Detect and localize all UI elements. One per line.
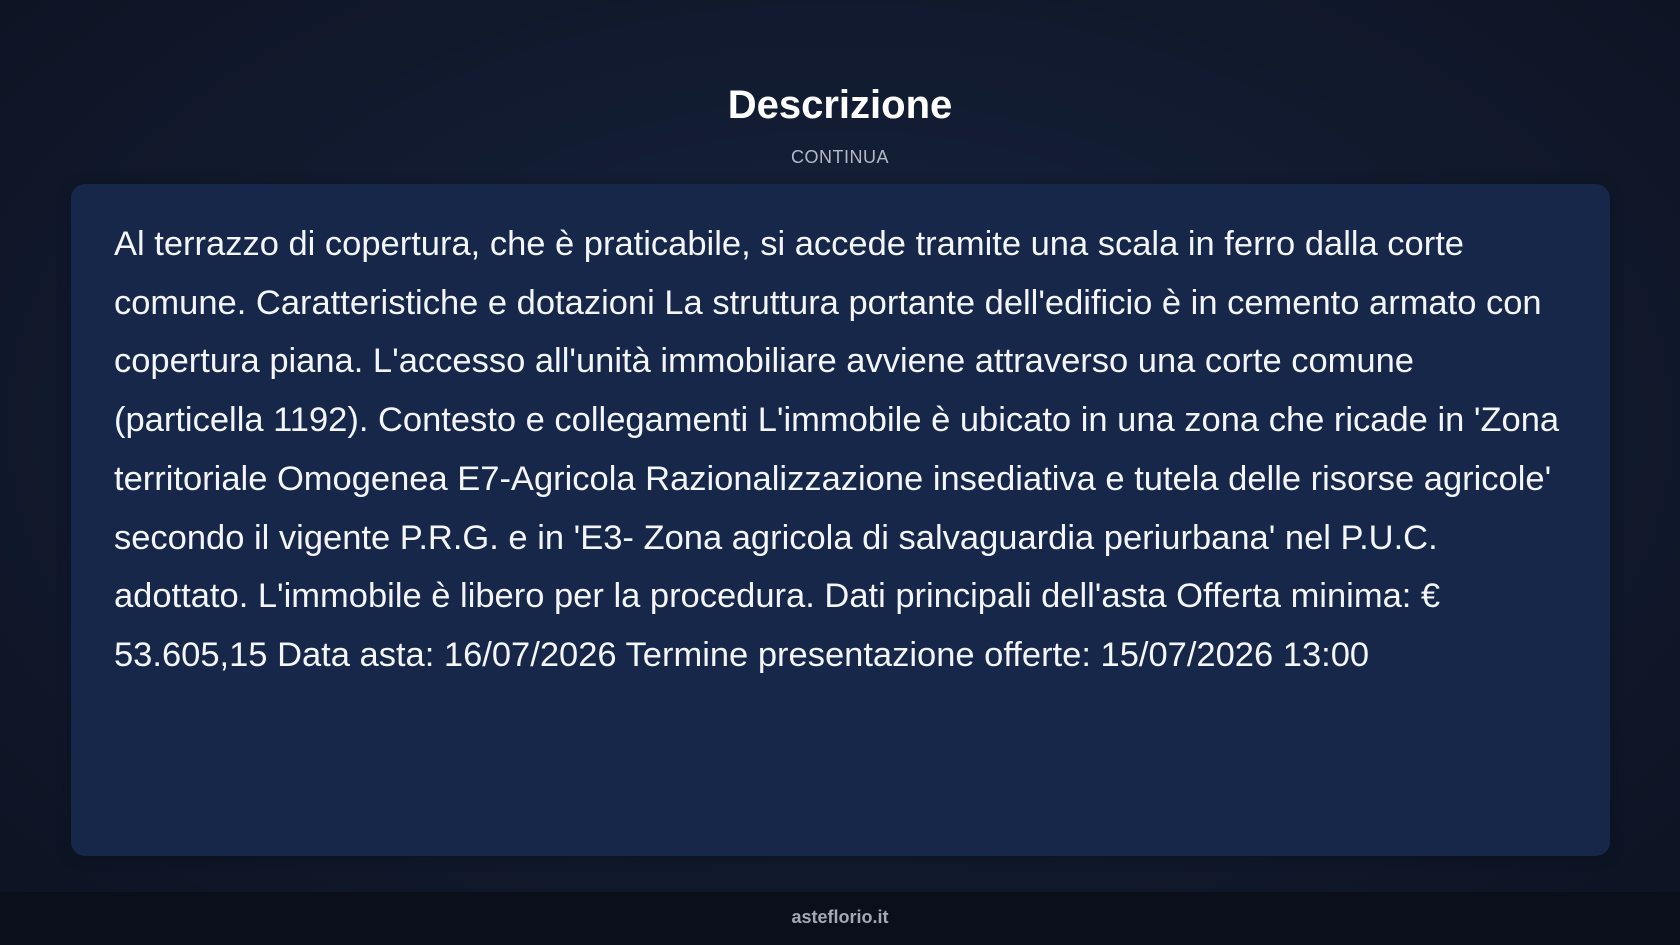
section-subtitle: CONTINUA bbox=[791, 147, 889, 167]
description-text: Al terrazzo di copertura, che è praticabile, si accede tramite una scala in ferro dalla corte comune. Caratteristiche e dotazioni La struttura portante dell'edificio è in cemento armato con copertura piana. L'accesso all'unità immobiliare avviene attraverso una corte comune (particella 1192). Contesto e collegamenti L'immobile è ubicato in una zona che ricade in 'Zona territoriale Omogenea E7-Agricola Razionalizzazione insediativa e tutela delle risorse agricole' secondo il vigente P.R.G. e in 'E3- Zona agricola di salvaguardia periurbana' nel P.U.C. adottato. L'immobile è libero per la procedura. Dati principali dell'asta Offerta minima: € 53.605,15 Data asta: 16/07/2026 Termine presentazione offerte: 15/07/2026 13:00 bbox=[114, 225, 1560, 674]
footer-bar bbox=[0, 892, 1680, 945]
description-card bbox=[71, 184, 1610, 856]
footer-site-name: asteflorio.it bbox=[791, 907, 889, 927]
section-title: Descrizione bbox=[727, 83, 953, 127]
